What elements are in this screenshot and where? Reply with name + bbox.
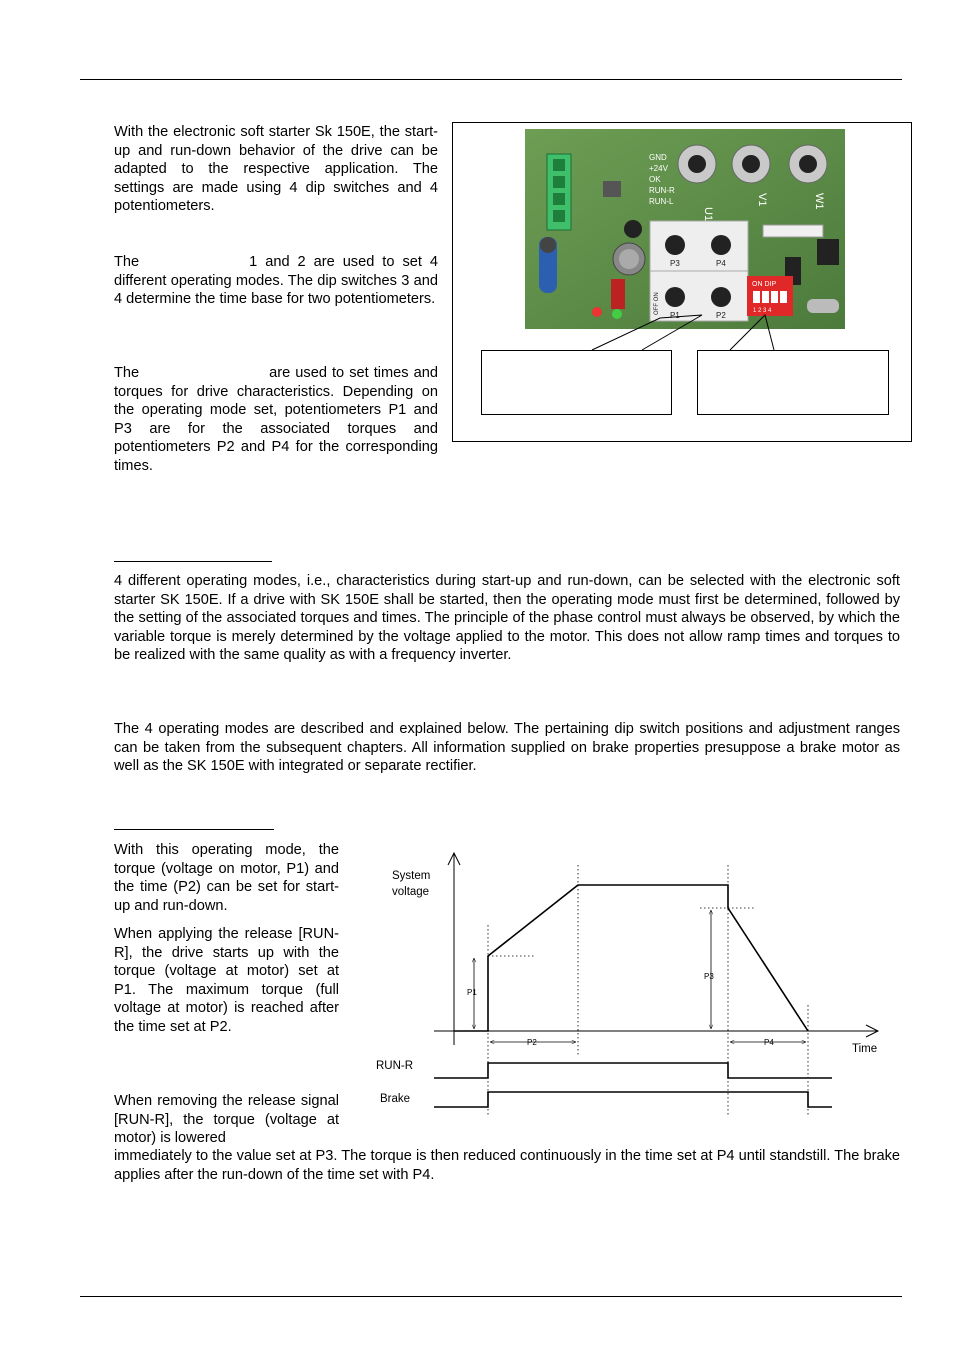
mode1-heading-underline: [114, 829, 274, 830]
terminal-label-run-l: RUN-L: [649, 197, 674, 206]
phase-label-u1: U1: [702, 207, 714, 222]
intro-paragraph-3-text: are used to set times and torques for drive characteristics. Depending on the operating mode set, potentiometers P1 and P3 are for the associated torques and potentiometers P2 and P4 for the corresponding times.: [114, 365, 438, 474]
mode1-paragraph-1: With this operating mode, the torque (voltage on motor, P1) and the time (P2) can be set for start-up and run-down.: [114, 842, 339, 914]
terminal-label-24v: +24V: [649, 164, 668, 173]
diagram-label-p3: P3: [704, 972, 714, 981]
pot-label-p4: P4: [716, 259, 726, 268]
pot-label-p2: P2: [716, 311, 726, 320]
run-r-signal: [434, 1063, 832, 1078]
pot-p4: [711, 235, 731, 255]
timing-diagram: [370, 845, 890, 1115]
pot-label-p3: P3: [670, 259, 680, 268]
diagram-label-p2: P2: [527, 1038, 537, 1047]
off-on-label: OFF ON: [654, 292, 660, 315]
intro-paragraph-1: With the electronic soft starter Sk 150E, the start-up and run-down behavior of the drive can be adapted to the respective application. The settings are made using 4 dip switches and 4 potentiometers.: [114, 124, 438, 214]
callout-box-dip-switches: [697, 350, 889, 415]
terminal-label-run-r: RUN-R: [649, 186, 675, 195]
terminal-label-ok: OK: [649, 175, 661, 184]
intro-paragraph-2: [114, 253, 438, 309]
circuit-board-image: [525, 129, 845, 329]
mode1-paragraph-3a: When removing the release signal [RUN-R], the torque (voltage at motor) is lowered: [114, 1093, 339, 1146]
diagram-label-brake: Brake: [380, 1093, 411, 1105]
mode1-paragraph-2: When applying the release [RUN-R], the drive starts up with the torque (voltage at motor) set at P1. The maximum torque (full voltage at motor) is reached after the time set at P2.: [114, 926, 339, 1035]
modes-paragraph-2: The 4 operating modes are described and explained below. The pertaining dip switch positions and adjustment ranges can be taken from the subsequent chapters. All information supplied on brake properties presuppose a brake motor as well as the SK 150E with integrated or separate rectifier.: [114, 721, 900, 774]
diagram-ylabel-1: System: [392, 870, 431, 882]
modes-paragraph-1: 4 different operating modes, i.e., characteristics during start-up and run-down, can be selected with the electronic soft starter SK 150E. If a drive with SK 150E shall be started, then the operating mode must first be determined, followed by the setting of the associated torques and times. The principle of the phase control must always be observed, by which the variable torque is merely determined by the voltage applied to the motor. This does not allow ramp times and torques to be realized with the same quality as with a frequency inverter.: [114, 573, 900, 663]
intro-paragraph-2-lead: The: [114, 254, 140, 270]
intro-paragraph-3-lead: The: [114, 365, 140, 381]
diagram-label-run-r: RUN-R: [376, 1060, 414, 1072]
phase-label-w1: W1: [813, 193, 825, 210]
diagram-label-p1: P1: [467, 988, 477, 997]
voltage-curve: [454, 885, 808, 1031]
diagram-label-p4: P4: [764, 1038, 774, 1047]
dip-number-label: 1 2 3 4: [753, 308, 772, 314]
intro-paragraph-3: [114, 364, 438, 475]
mode1-paragraph-3b: immediately to the value set at P3. The torque is then reduced continuously in the time set at P4 until standstill. The brake applies after the run-down of the time set with P4.: [114, 1148, 900, 1183]
pot-label-p1: P1: [670, 311, 680, 320]
terminal-label-gnd: GND: [649, 153, 667, 162]
diagram-ylabel-2: voltage: [392, 886, 430, 898]
intro-paragraph-2-text: 1 and 2 are used to set 4 different operating modes. The dip switches 3 and 4 determine the time base for two potentiometers.: [114, 254, 438, 307]
callout-box-potentiometers: [481, 350, 672, 415]
pot-panel-top: [650, 221, 748, 271]
header-rule: [80, 79, 902, 80]
brake-signal: [434, 1092, 832, 1107]
footer-rule: [80, 1296, 902, 1297]
phase-label-v1: V1: [756, 193, 768, 207]
diagram-xlabel: Time: [852, 1043, 878, 1055]
pot-p3: [665, 235, 685, 255]
section-heading-underline: [114, 561, 272, 562]
dip-header-label: ON DIP: [752, 281, 777, 288]
